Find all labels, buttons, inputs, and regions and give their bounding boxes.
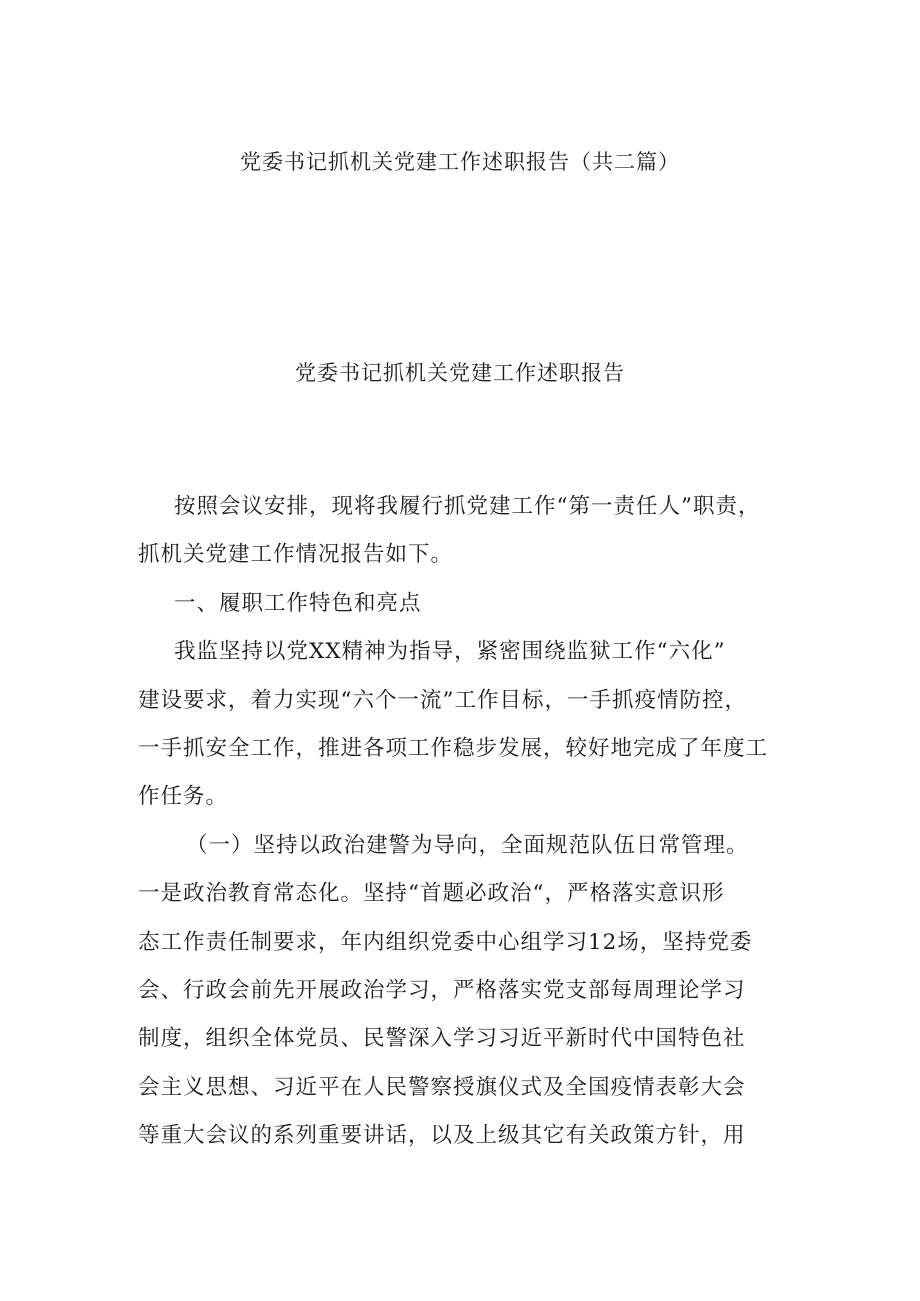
document-sub-title: 党委书记抓机关党建工作述职报告 [295, 361, 625, 385]
section-heading: 一、履职工作特色和亮点 [174, 591, 422, 616]
body-line: 建设要求，着力实现“六个一流”工作目标，一手抓疫情防控， [138, 688, 747, 713]
body-line: 一手抓安全工作，推进各项工作稳步发展，较好地完成了年度工 [138, 736, 769, 761]
body-line: 制度，组织全体党员、民警深入学习习近平新时代中国特色社 [138, 1026, 746, 1051]
body-line: 一是政治教育常态化。坚持“首题必政治“，严格落实意识形 [138, 881, 725, 906]
subsection-heading: （一）坚持以政治建警为导向，全面规范队伍日常管理。 [186, 833, 749, 858]
body-line: 等重大会议的系列重要讲话，以及上级其它有关政策方针，用 [138, 1123, 746, 1148]
body-line: 按照会议安排，现将我履行抓党建工作“第一责任人”职责， [174, 494, 761, 519]
body-line: 会主义思想、习近平在人民警察授旗仪式及全国疫情表彰大会 [138, 1075, 746, 1100]
body-line: 态工作责任制要求，年内组织党委中心组学习12场，坚持党委 [138, 930, 753, 955]
body-line: 我监坚持以党XX精神为指导，紧密围绕监狱工作“六化” [174, 639, 726, 664]
body-line: 会、行政会前先开展政治学习，严格落实党支部每周理论学习 [138, 978, 746, 1003]
body-line: 作任务。 [138, 784, 229, 809]
document-main-title: 党委书记抓机关党建工作述职报告（共二篇） [240, 150, 680, 174]
body-line: 抓机关党建工作情况报告如下。 [138, 542, 454, 567]
